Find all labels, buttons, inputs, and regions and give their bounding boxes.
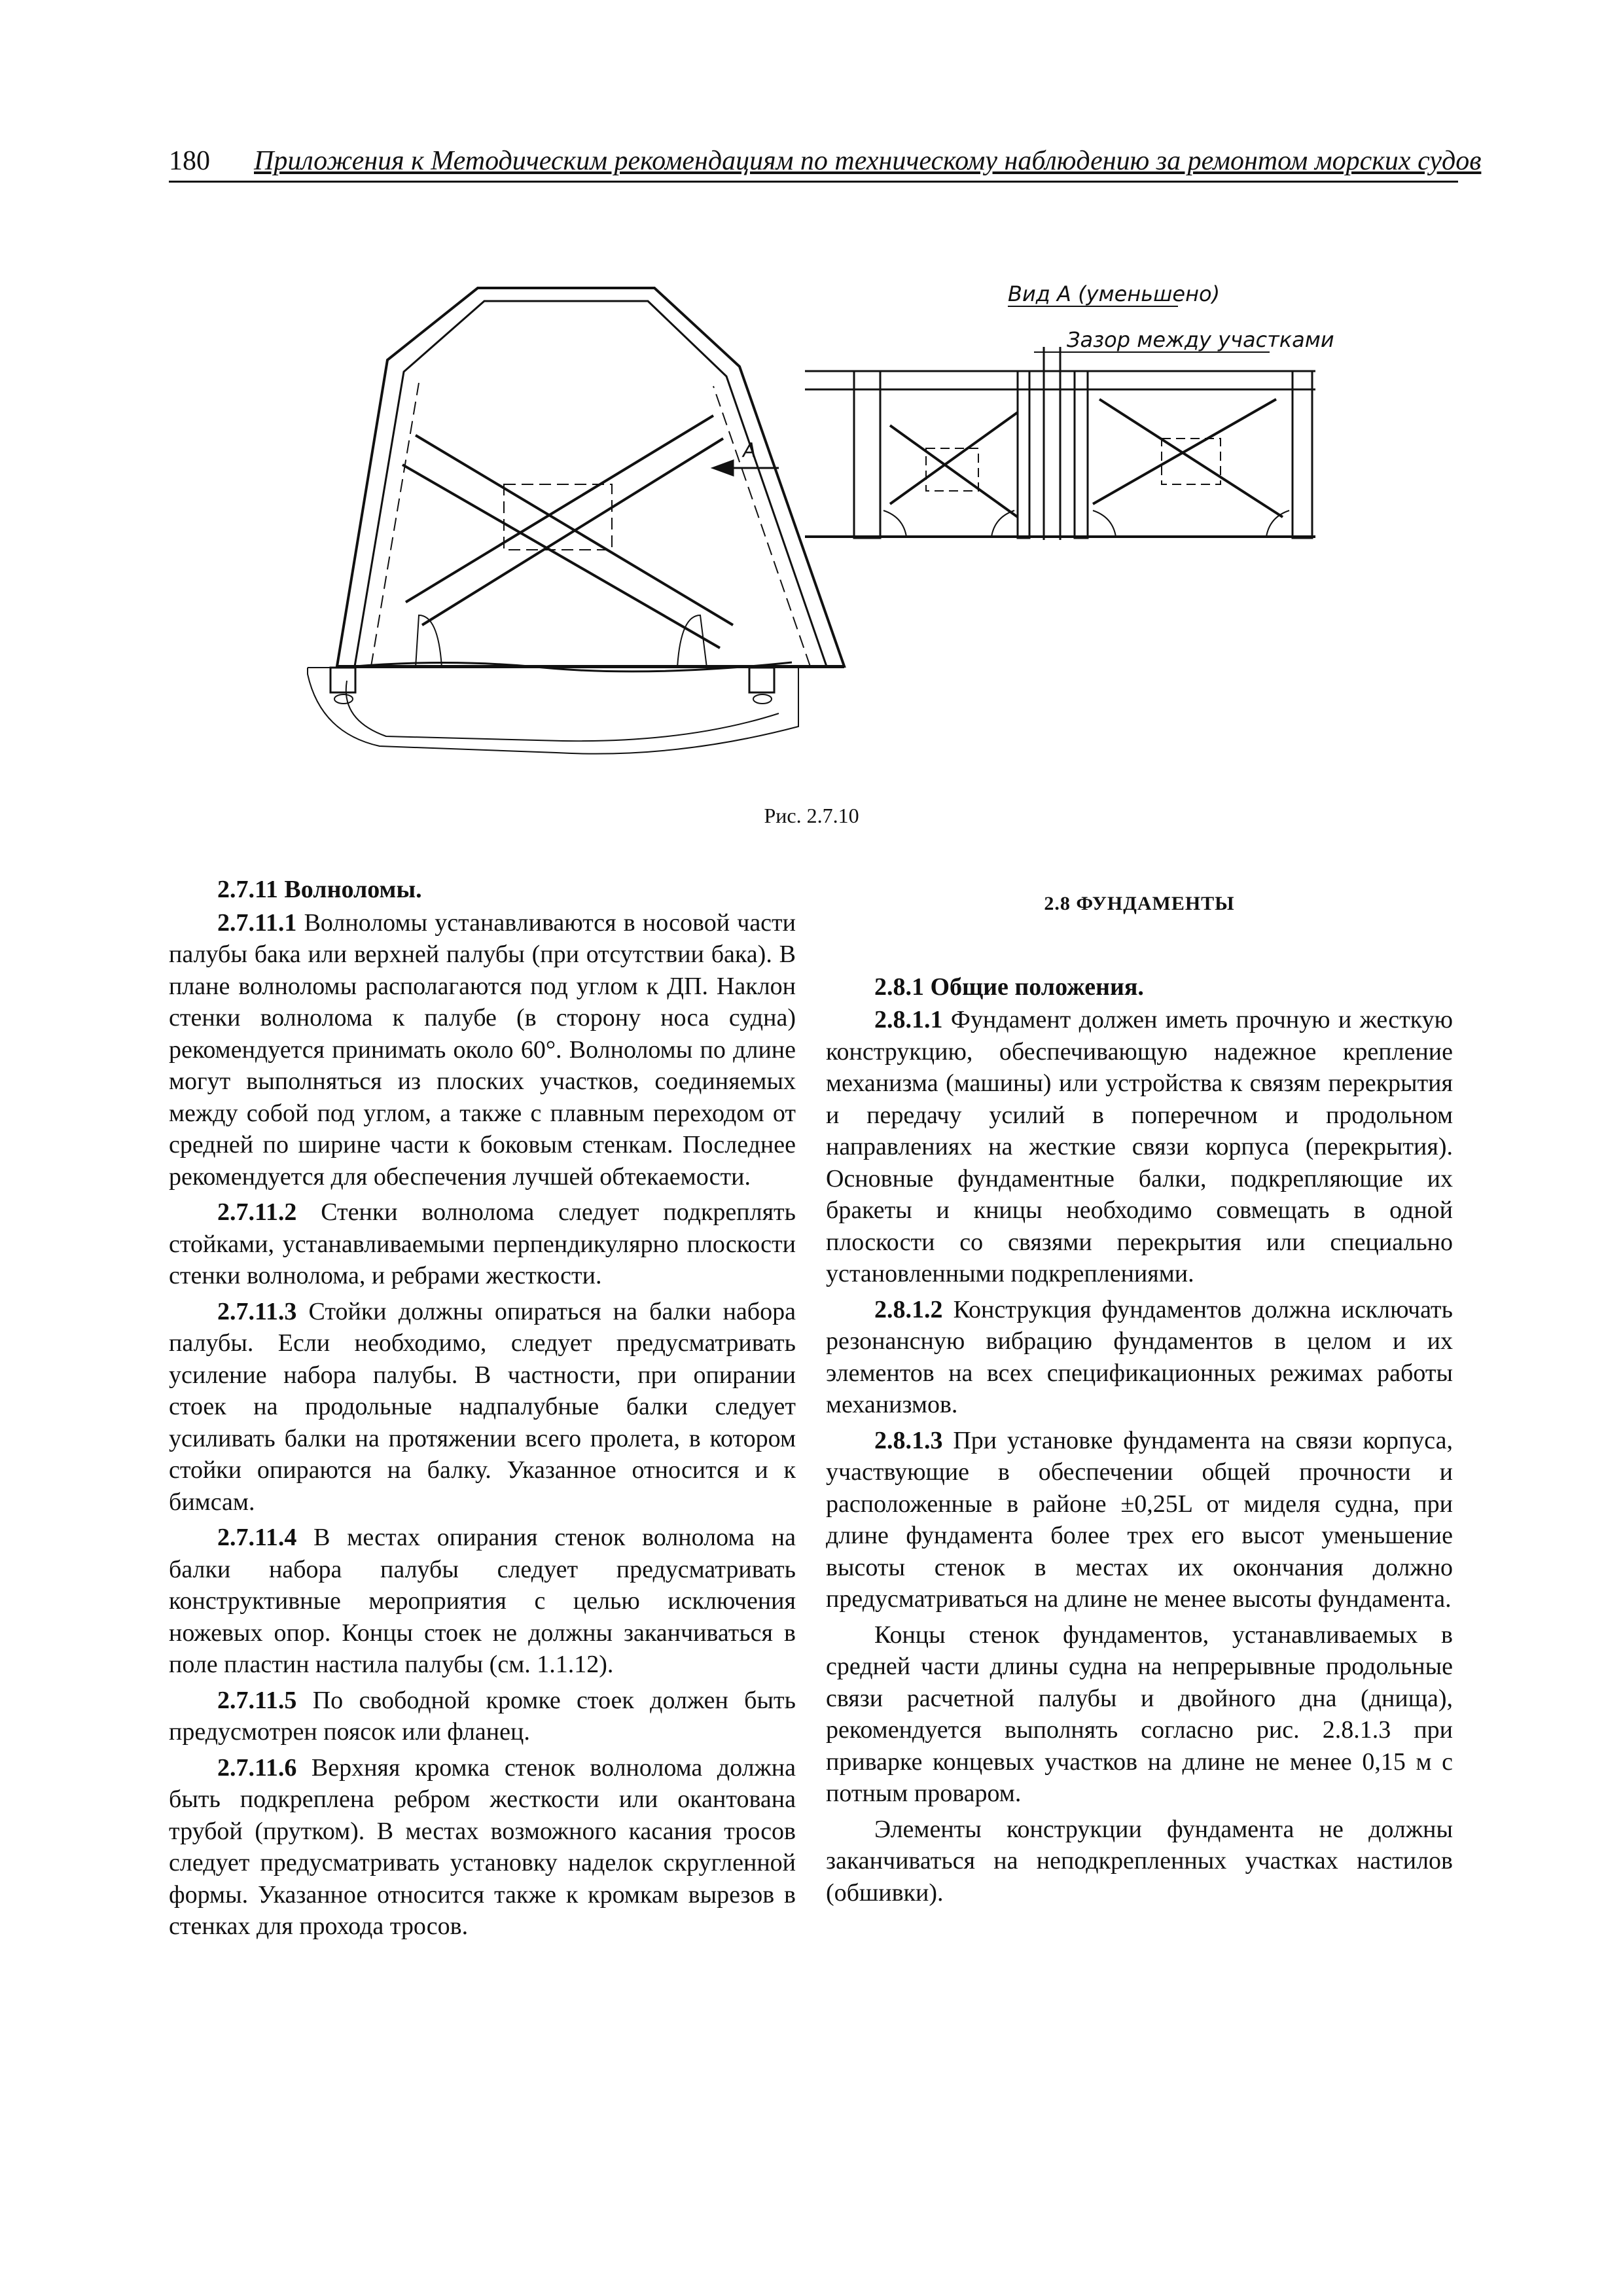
paragraph: 2.7.11.1 Волноломы устанавливаются в носовой части палубы бака или верхней палубы (при отсутствии бака). В плане волноломы располагаются под углом к ДП. Наклон стенки волнолома к палубе (в сторону носа судна) рекомендуется принимать около 60°. Волноломы по длине могут выполняться из плоских участков, соединяемых между собой под углом, а также с плавным переходом от средней по ширине части к боковым стенкам. Последнее рекомендуется для обеспечения лучшей обтекаемости. bbox=[169, 908, 796, 1191]
paragraph: 2.7.11.5 По свободной кромке стоек должен быть предусмотрен поясок или фланец. bbox=[169, 1686, 796, 1746]
figure-caption: Рис. 2.7.10 bbox=[764, 804, 859, 827]
section-heading-2-8-1: 2.8.1 Общие положения. bbox=[874, 973, 1144, 1001]
paragraph: 2.7.11.6 Верхняя кромка стенок волнолома должна быть подкреплена ребром жесткости или окантована трубой (прутком). В местах возможного касания тросов следует предусматривать установку наделок скругленной формы. Указанное относится также к кромкам вырезов в стенках для прохода тросов. bbox=[169, 1753, 796, 1940]
paragraph: 2.8.1.2 Конструкция фундаментов должна исключать резонансную вибрацию фундаментов в целом и их элементов на всех спецификационных режимах работы механизмов. bbox=[826, 1295, 1453, 1418]
paragraph: Концы стенок фундаментов, устанавливаемых в средней части длины судна на непрерывные продольные связи расчетной палубы и двойного дна (днища), рекомендуется выполнять согласно рис. 2.8.1.3 при приварке концевых участков на длине не менее 0,15 м с потным проваром. bbox=[826, 1621, 1453, 1807]
gap-label: Зазор между участками bbox=[1067, 327, 1334, 352]
view-label: Вид А (уменьшено) bbox=[1008, 281, 1221, 306]
paragraph: 2.8.1.1 Фундамент должен иметь прочную и жесткую конструкцию, обеспечивающую надежное крепление механизма (машины) или устройства к связям перекрытия и передачу усилий в поперечном и продольном направлениях на жесткие связи корпуса (перекрытия). Основные фундаментные балки, подкрепляющие их бракеты и кницы необходимо совмещать в одной плоскости со связями перекрытия или специально установленными подкреплениями. bbox=[826, 1006, 1453, 1287]
arrow-label: А bbox=[743, 439, 757, 462]
paragraph: Элементы конструкции фундамента не должны заканчиваться на неподкрепленных участках настилов (обшивки). bbox=[826, 1815, 1453, 1907]
section-heading-2-7-11: 2.7.11 Волноломы. bbox=[217, 876, 422, 903]
left-column bbox=[169, 874, 796, 1946]
section-title-2-8: 2.8 ФУНДАМЕНТЫ bbox=[1044, 893, 1235, 914]
front-view bbox=[308, 288, 844, 754]
breakwater-drawing bbox=[281, 275, 1342, 785]
page-number: 180 bbox=[169, 146, 210, 176]
paragraph: 2.7.11.2 Стенки волнолома следует подкреплять стойками, устанавливаемыми перпендикулярно плоскости стенки волнолома, и ребрами жесткости. bbox=[169, 1198, 796, 1289]
running-title: Приложения к Методическим рекомендациям по техническому наблюдению за ремонтом морских судов bbox=[254, 146, 1482, 176]
figure-2-7-10 bbox=[281, 275, 1342, 785]
paragraph: 2.7.11.3 Стойки должны опираться на балки набора палубы. Если необходимо, следует предусматривать усиление набора палубы. В частности, при опирании стоек на продольные надпалубные балки следует усиливать балки на протяжении всего пролета, в котором стойки опираются на балку. Указанное относится и к бимсам. bbox=[169, 1297, 796, 1516]
page-header bbox=[169, 145, 1482, 183]
paragraph: 2.8.1.3 При установке фундамента на связи корпуса, участвующие в обеспечении общей прочности и расположенные в районе ±0,25L от миделя судна, при длине фундамента более трех его высот уменьшение высоты стенок в местах их окончания должно предусматриваться на длине не менее высоты фундамента. bbox=[826, 1426, 1453, 1613]
right-column bbox=[826, 874, 1453, 1912]
paragraph: 2.7.11.4 В местах опирания стенок волнолома на балки набора палубы следует предусматривать конструктивные мероприятия с целью исключения ножевых опор. Концы стоек не должны заканчиваться в поле пластин настила палубы (см. 1.1.12). bbox=[169, 1524, 796, 1678]
side-view bbox=[805, 281, 1334, 540]
